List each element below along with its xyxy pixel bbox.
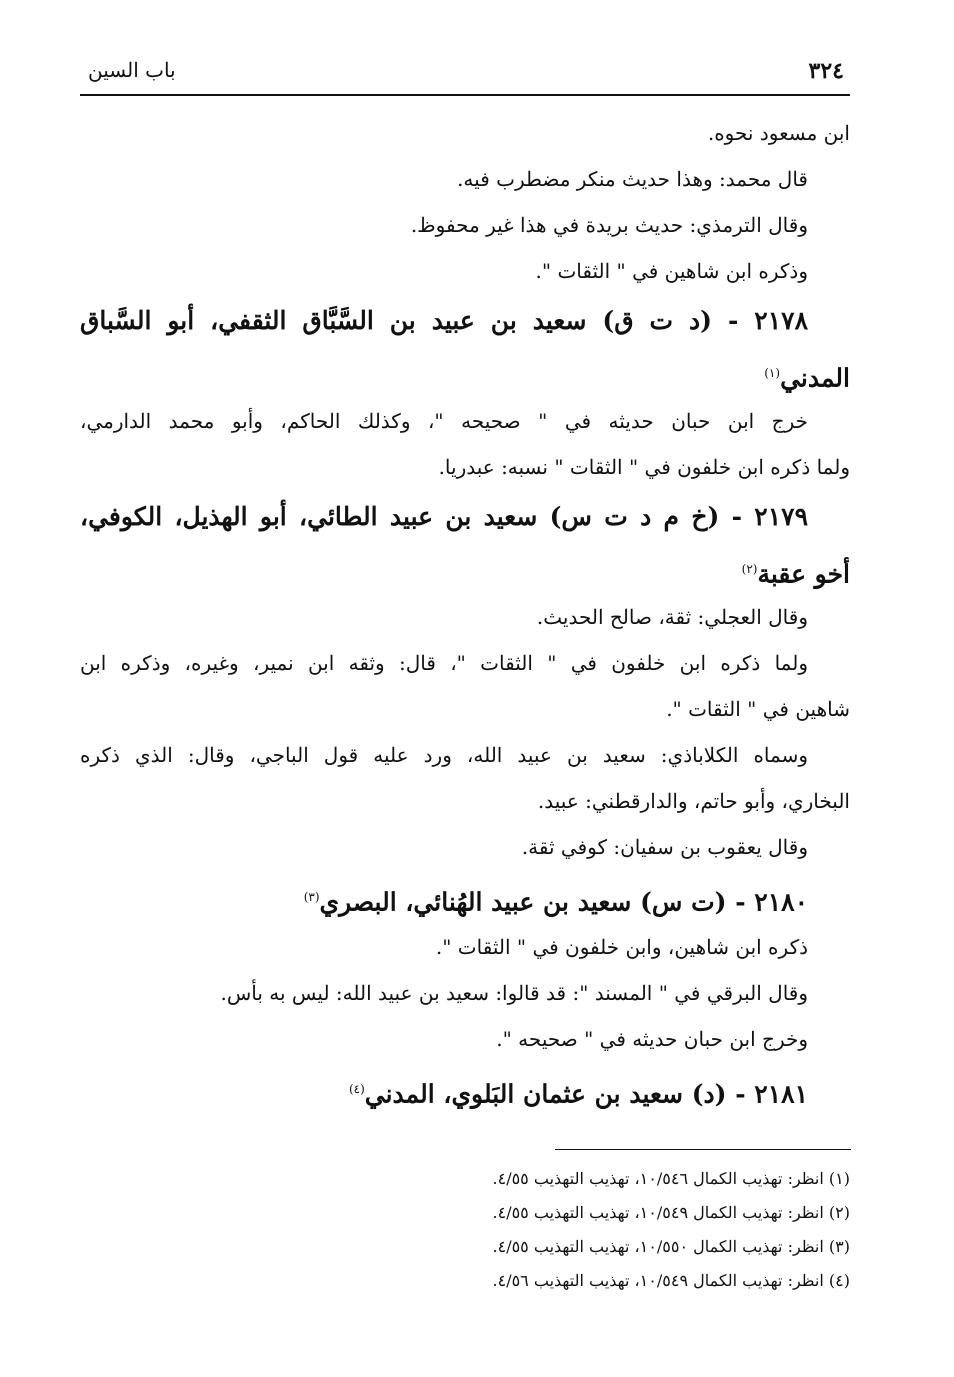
footnotes: [80, 1162, 850, 1298]
text-line: ولما ذكره ابن خلفون في " الثقات "، قال: وثقه ابن نمير، وغيره، وذكره ابن: [80, 651, 808, 675]
entry-heading-2178: ٢١٧٨ - (د ت ق) سعيد بن عبيد بن السَّبَّاق الثقفي، أبو السَّباق: [80, 306, 808, 335]
footnote: (٢) انظر: تهذيب الكمال ١٠/٥٤٩، تهذيب التهذيب ٤/٥٥.: [492, 1203, 850, 1222]
entry-title: أخو عقبة: [757, 559, 850, 589]
text-line: وقال العجلي: ثقة، صالح الحديث.: [536, 605, 808, 629]
footnote-marker: (١): [764, 366, 781, 380]
entry-title: ٢١٨١ - (د) سعيد بن عثمان البَلوي، المدني: [364, 1079, 808, 1109]
entry-heading-2179-cont: [80, 544, 850, 594]
text-line: البخاري، وأبو حاتم، والدارقطني: عبيد.: [537, 789, 850, 813]
text-line: وقال الترمذي: حديث بريدة في هذا غير محفوظ.: [410, 213, 808, 237]
text-line: شاهين في " الثقات ".: [666, 697, 850, 721]
entry-heading-2179: ٢١٧٩ - (خ م د ت س) سعيد بن عبيد الطائي، أبو الهذيل، الكوفي،: [80, 502, 808, 531]
text-line: وقال يعقوب بن سفيان: كوفي ثقة.: [521, 835, 808, 859]
entry-title: ٢١٨٠ - (ت س) سعيد بن عبيد الهُنائي، البصري: [319, 887, 808, 917]
chapter-title: باب السين: [88, 58, 176, 82]
page-body: [80, 110, 850, 1116]
entry-heading-2180: [80, 870, 850, 924]
text-line: وخرج ابن حبان حديثه في " صحيحه ".: [496, 1027, 808, 1051]
entry-heading-2181: [80, 1062, 850, 1116]
footnote-marker: (٣): [303, 890, 320, 904]
text-line: قال محمد: وهذا حديث منكر مضطرب فيه.: [457, 167, 808, 191]
footnote: (٣) انظر: تهذيب الكمال ١٠/٥٥٠، تهذيب التهذيب ٤/٥٥.: [492, 1237, 850, 1256]
footnote-marker: (٢): [741, 562, 758, 576]
entry-title: المدني: [780, 363, 850, 393]
footnote-divider: [555, 1149, 851, 1150]
entry-heading-2178-cont: [80, 348, 850, 398]
text-line: ذكره ابن شاهين، وابن خلفون في " الثقات ".: [435, 935, 808, 959]
text-line: وسماه الكلاباذي: سعيد بن عبيد الله، ورد عليه قول الباجي، وقال: الذي ذكره: [80, 743, 808, 767]
text-line: ولما ذكره ابن خلفون في " الثقات " نسبه: عبدريا.: [438, 455, 850, 479]
page-header: [80, 58, 848, 90]
footnote: (١) انظر: تهذيب الكمال ١٠/٥٤٦، تهذيب التهذيب ٤/٥٥.: [492, 1169, 850, 1188]
text-line: ابن مسعود نحوه.: [707, 121, 850, 145]
header-divider: [80, 94, 850, 96]
footnote: (٤) انظر: تهذيب الكمال ١٠/٥٤٩، تهذيب التهذيب ٤/٥٦.: [492, 1271, 850, 1290]
footnote-marker: (٤): [348, 1082, 365, 1096]
text-line: وقال البرقي في " المسند ": قد قالوا: سعيد بن عبيد الله: ليس به بأس.: [220, 981, 808, 1005]
text-line: وذكره ابن شاهين في " الثقات ".: [535, 259, 808, 283]
text-line: خرج ابن حبان حديثه في " صحيحه "، وكذلك الحاكم، وأبو محمد الدارمي،: [80, 409, 808, 433]
page-number: ٣٢٤: [808, 58, 844, 84]
